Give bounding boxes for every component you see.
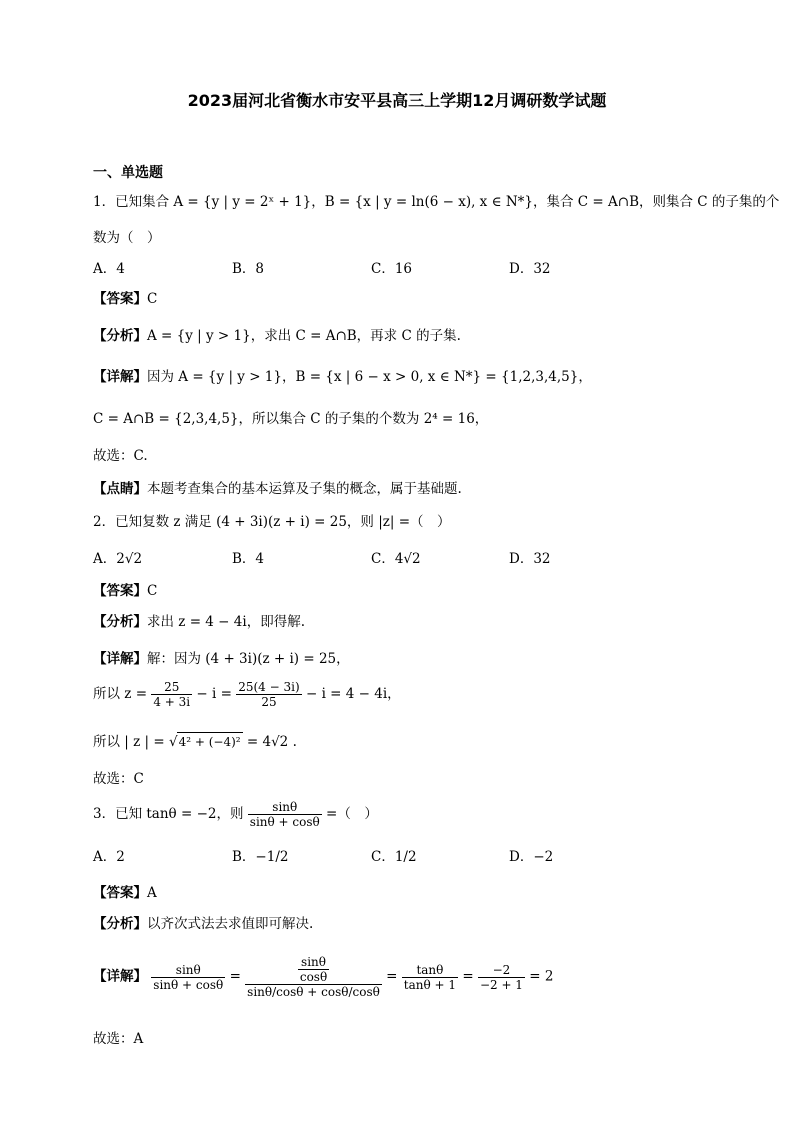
q3-option-b: B．−1/2 [232, 849, 289, 865]
result: = 2 [529, 968, 554, 985]
q3-stem [93, 800, 378, 829]
denominator: −2 + 1 [479, 977, 523, 992]
page-title: 2023届河北省衡水市安平县高三上学期12月调研数学试题 [187, 91, 607, 110]
q1-choice: 故选：C. [93, 448, 148, 464]
denominator: 4 + 3i [153, 695, 191, 709]
q1-option-c: C．16 [371, 261, 413, 277]
numerator: 25(4 − 3i) [238, 680, 300, 694]
numerator: sinθ [272, 800, 298, 814]
sqrt-radicand: 4² + (−4)² [177, 732, 243, 751]
analysis-label: 【分析】 [93, 916, 147, 932]
stem-prefix: 3．已知 tanθ = −2，则 [93, 806, 244, 822]
q2-choice: 故选：C [93, 771, 144, 787]
fraction [151, 963, 225, 992]
sqrt-sign: √ [168, 734, 178, 750]
q2-stem: 2．已知复数 z 满足 (4 + 3i)(z + i) = 25，则 |z| =（ ） [93, 514, 451, 530]
equals-sign: = [386, 968, 398, 985]
detail-text: 因为 A = {y | y > 1}，B = {x | 6 − x > 0, x ∈ N*} = {1,2,3,4,5}， [147, 369, 592, 385]
equals-sign: = [462, 968, 474, 985]
q1-option-a: A．4 [93, 261, 125, 277]
compound-fraction [245, 955, 382, 999]
stem-suffix: =（ ） [326, 806, 378, 822]
detail-mid: − i = [196, 686, 232, 702]
q1-answer [93, 290, 157, 308]
denominator: cosθ [299, 970, 328, 984]
numerator: sinθ [175, 962, 201, 977]
comment-label: 【点睛】 [93, 481, 147, 497]
denominator: sinθ/cosθ + cosθ/cosθ [247, 985, 380, 999]
analysis-text: 求出 z = 4 − 4i，即得解. [147, 614, 305, 630]
q2-option-a: A．2√2 [93, 551, 143, 567]
q3-option-c: C．1/2 [371, 849, 417, 865]
detail-prefix: 所以 z = [93, 686, 148, 702]
q2-answer [93, 582, 157, 600]
q2-detail-3 [93, 732, 297, 751]
q1-option-d: D．32 [509, 261, 551, 277]
equals-sign: = [229, 968, 241, 985]
q2-option-c: C．4√2 [371, 551, 421, 567]
answer-value: C [147, 291, 158, 307]
analysis-label: 【分析】 [93, 328, 147, 344]
q3-analysis [93, 915, 313, 933]
q1-stem: 1．已知集合 A = {y | y = 2ˣ + 1}，B = {x | y = ln(6 − x), x ∈ N*}，集合 C = A∩B，则集合 C 的子集的个 [93, 194, 780, 210]
answer-label: 【答案】 [93, 885, 147, 901]
q1-analysis [93, 327, 461, 345]
analysis-text: 以齐次式法去求值即可解决. [147, 916, 314, 932]
answer-label: 【答案】 [93, 291, 147, 307]
numerator: sinθ [301, 955, 326, 969]
detail-prefix: 所以 | z | = [93, 734, 165, 750]
q2-option-d: D．32 [509, 551, 551, 567]
q3-option-a: A．2 [93, 849, 125, 865]
q1-comment [93, 480, 462, 498]
q1-option-b: B．8 [232, 261, 265, 277]
denominator: tanθ + 1 [403, 977, 457, 992]
answer-value: C [147, 583, 158, 599]
answer-label: 【答案】 [93, 583, 147, 599]
answer-value: A [147, 885, 157, 901]
numerator [245, 955, 382, 984]
detail-label: 【详解】 [93, 968, 147, 985]
section-heading: 一、单选题 [93, 165, 163, 181]
fraction [151, 680, 192, 709]
fraction [298, 955, 329, 984]
q2-detail-1 [93, 650, 350, 668]
detail-label: 【详解】 [93, 651, 147, 667]
q3-choice: 故选：A [93, 1031, 144, 1047]
q1-stem-cont: 数为（ ） [93, 230, 161, 246]
detail-suffix: − i = 4 − 4i， [305, 686, 401, 702]
denominator: 25 [236, 694, 301, 709]
numerator: 25 [164, 680, 180, 694]
denominator: sinθ + cosθ [153, 977, 224, 992]
detail-text: 解：因为 (4 + 3i)(z + i) = 25， [147, 651, 350, 667]
q3-detail [93, 955, 553, 999]
analysis-text: A = {y | y > 1}，求出 C = A∩B，再求 C 的子集. [147, 328, 461, 344]
q1-detail-1 [93, 368, 592, 386]
q1-detail-2: C = A∩B = {2,3,4,5}，所以集合 C 的子集的个数为 2⁴ = 16， [93, 411, 489, 427]
q2-analysis [93, 613, 305, 631]
denominator: sinθ + cosθ [249, 815, 320, 829]
numerator: tanθ [416, 962, 444, 977]
detail-label: 【详解】 [93, 369, 147, 385]
fraction [248, 800, 322, 829]
fraction [402, 963, 458, 992]
comment-text: 本题考查集合的基本运算及子集的概念，属于基础题. [147, 481, 462, 497]
q2-option-b: B．4 [232, 551, 265, 567]
numerator: −2 [492, 962, 511, 977]
fraction [478, 963, 525, 992]
q3-answer [93, 884, 157, 902]
analysis-label: 【分析】 [93, 614, 147, 630]
q3-option-d: D．−2 [509, 849, 554, 865]
fraction [236, 680, 301, 709]
detail-suffix: = 4√2 . [246, 734, 297, 750]
q2-detail-2 [93, 680, 401, 709]
